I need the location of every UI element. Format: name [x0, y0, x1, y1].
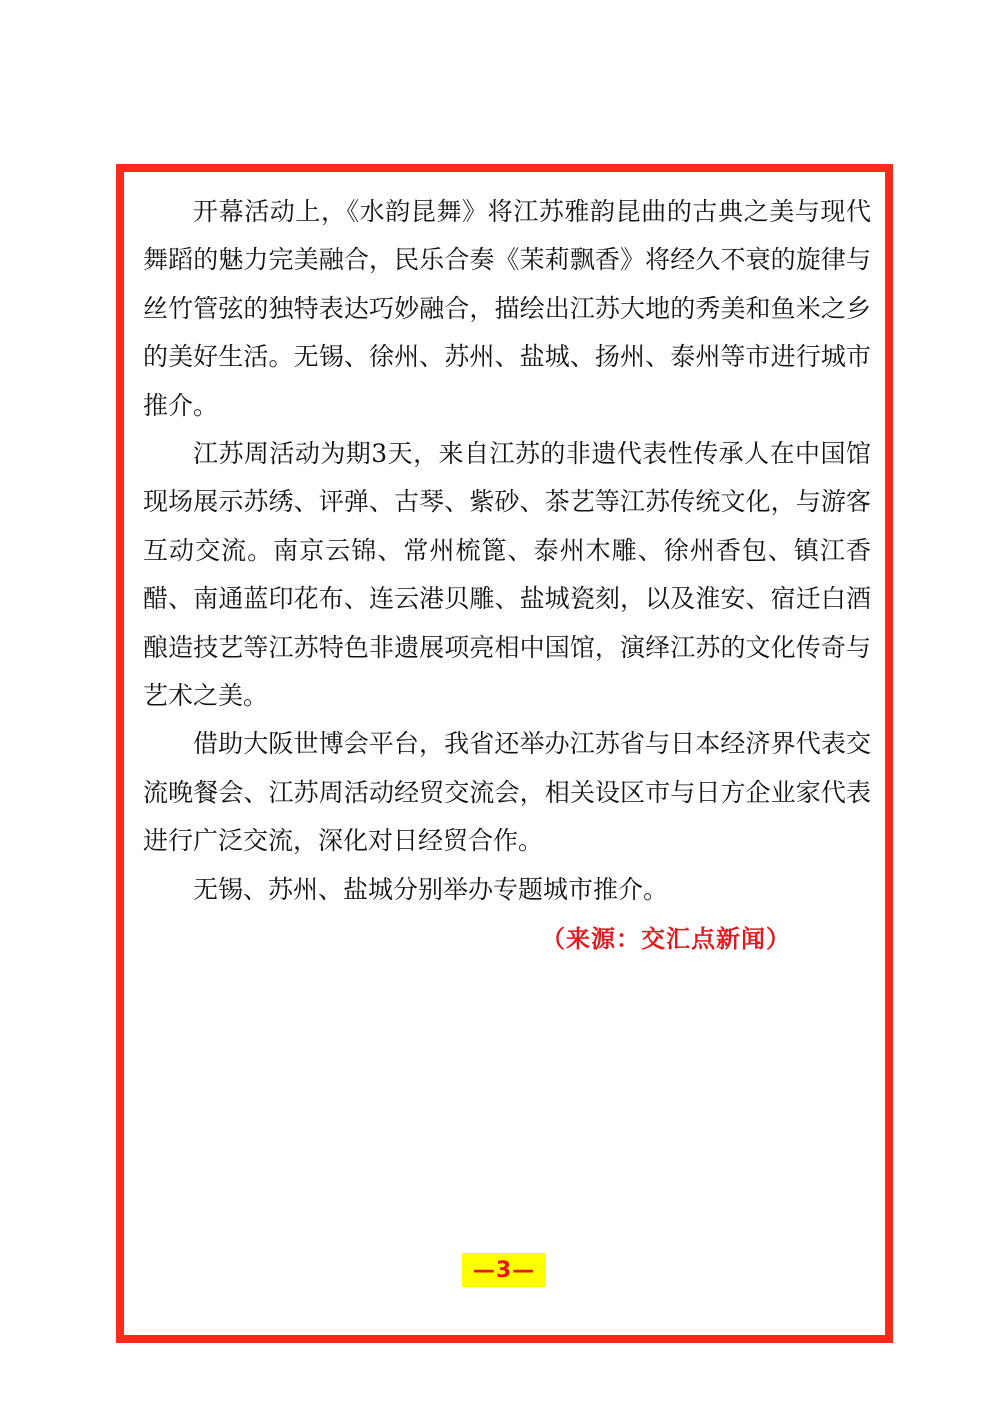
paragraph-opening-event: 开幕活动上，《水韵昆舞》将江苏雅韵昆曲的古典之美与现代舞蹈的魅力完美融合，民乐合奏《茉莉飘香》将经久不衰的旋律与丝竹管弦的独特表达巧妙融合，描绘出江苏大地的秀美和鱼米之乡的美好生活。无锡、徐州、苏州、盐城、扬州、泰州等市进行城市推介。 — [143, 197, 871, 420]
red-page-frame — [116, 164, 893, 1343]
paragraph-jiangsu-week: 江苏周活动为期3天，来自江苏的非遗代表性传承人在中国馆现场展示苏绣、评弹、古琴、紫砂、茶艺等江苏传统文化，与游客互动交流。南京云锦、常州梳篦、泰州木雕、徐州香包、镇江香醋、南通蓝印花布、连云港贝雕、盐城瓷刻，以及淮安、宿迁白酒酿造技艺等江苏特色非遗展项亮相中国馆，演绎江苏的文化传奇与艺术之美。 — [143, 439, 871, 711]
paragraph-economic-exchange: 借助大阪世博会平台，我省还举办江苏省与日本经济界代表交流晚餐会、江苏周活动经贸交流会，相关设区市与日方企业家代表进行广泛交流，深化对日经贸合作。 — [143, 729, 871, 856]
paragraph-city-promotion: 无锡、苏州、盐城分别举办专题城市推介。 — [193, 874, 669, 904]
page-number: —3— — [462, 1253, 546, 1287]
news-source: （来源：交汇点新闻） — [541, 924, 791, 954]
article-body — [143, 188, 871, 964]
